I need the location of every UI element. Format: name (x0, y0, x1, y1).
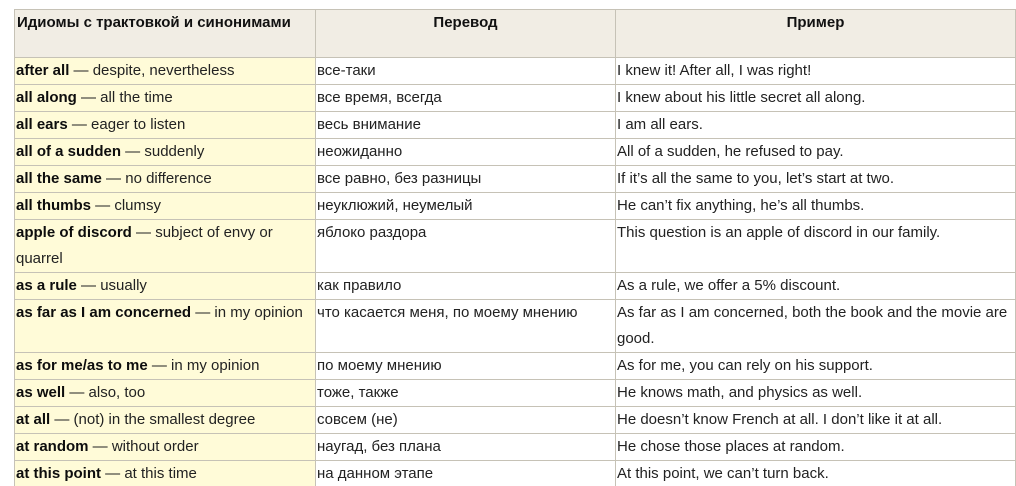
idiom-term: as for me/as to me (16, 357, 148, 374)
idiom-cell (15, 85, 316, 112)
idiom-term: at all (16, 411, 51, 428)
translation-cell: неожиданно (316, 139, 616, 166)
table-row (15, 112, 1016, 139)
example-cell: As for me, you can rely on his support. (616, 353, 1016, 380)
example-cell: He knows math, and physics as well. (616, 380, 1016, 407)
idiom-cell (15, 139, 316, 166)
example-cell: As a rule, we offer a 5% discount. (616, 273, 1016, 300)
idiom-cell (15, 461, 316, 486)
idiom-meaning: — clumsy (91, 197, 162, 214)
idiom-meaning: — usually (76, 277, 147, 294)
translation-cell: совсем (не) (316, 407, 616, 434)
column-header-idioms: Идиомы с трактовкой и синонимами (15, 10, 316, 58)
table-body (15, 58, 1016, 486)
idiom-term: all thumbs (16, 197, 92, 214)
table-row (15, 434, 1016, 461)
translation-cell: тоже, также (316, 380, 616, 407)
idiom-meaning: — all the time (76, 89, 173, 106)
idiom-meaning: — subject of envy or quarrel (16, 224, 273, 267)
idiom-term: as well (16, 384, 66, 401)
table-row (15, 58, 1016, 85)
idiom-term: all the same (16, 170, 102, 187)
translation-cell: по моему мнению (316, 353, 616, 380)
idiom-term: after all (16, 62, 70, 79)
idiom-meaning: — despite, nevertheless (69, 62, 235, 79)
table-row (15, 461, 1016, 486)
translation-cell: что касается меня, по моему мнению (316, 300, 616, 353)
idiom-meaning: — also, too (65, 384, 146, 401)
idiom-term: all of a sudden (16, 143, 122, 160)
translation-cell: все-таки (316, 58, 616, 85)
example-cell: I knew about his little secret all along. (616, 85, 1016, 112)
example-cell: He doesn’t know French at all. I don’t like it at all. (616, 407, 1016, 434)
table-row (15, 300, 1016, 353)
idiom-meaning: — in my opinion (191, 304, 303, 321)
idiom-cell (15, 380, 316, 407)
example-cell: I am all ears. (616, 112, 1016, 139)
column-header-translation: Перевод (316, 10, 616, 58)
idiom-cell (15, 220, 316, 273)
example-cell: If it’s all the same to you, let’s start at two. (616, 166, 1016, 193)
example-cell: I knew it! After all, I was right! (616, 58, 1016, 85)
idiom-cell (15, 193, 316, 220)
table-row (15, 85, 1016, 112)
translation-cell: все время, всегда (316, 85, 616, 112)
table-row (15, 139, 1016, 166)
idiom-meaning: — without order (88, 438, 199, 455)
table-row (15, 166, 1016, 193)
translation-cell: все равно, без разницы (316, 166, 616, 193)
translation-cell: как правило (316, 273, 616, 300)
idiom-cell (15, 166, 316, 193)
idiom-cell (15, 434, 316, 461)
idiom-meaning: — in my opinion (147, 357, 260, 374)
idiom-term: all ears (16, 116, 68, 133)
idiom-cell (15, 353, 316, 380)
table-row (15, 193, 1016, 220)
column-header-example: Пример (616, 10, 1016, 58)
example-cell: All of a sudden, he refused to pay. (616, 139, 1016, 166)
idiom-meaning: — at this time (101, 465, 197, 482)
idiom-cell (15, 273, 316, 300)
table-row (15, 380, 1016, 407)
idiom-term: at random (16, 438, 89, 455)
idiom-meaning: — (not) in the smallest degree (50, 411, 256, 428)
idiom-meaning: — no difference (101, 170, 212, 187)
idiom-meaning: — suddenly (121, 143, 205, 160)
idioms-table (14, 9, 1016, 486)
idiom-cell (15, 300, 316, 353)
example-cell: At this point, we can’t turn back. (616, 461, 1016, 486)
idiom-cell (15, 112, 316, 139)
table-header-row (15, 10, 1016, 58)
translation-cell: наугад, без плана (316, 434, 616, 461)
idiom-cell (15, 407, 316, 434)
idiom-term: at this point (16, 465, 101, 482)
translation-cell: неуклюжий, неумелый (316, 193, 616, 220)
translation-cell: яблоко раздора (316, 220, 616, 273)
table-row (15, 220, 1016, 273)
table-row (15, 407, 1016, 434)
table-row (15, 273, 1016, 300)
example-cell: He can’t fix anything, he’s all thumbs. (616, 193, 1016, 220)
translation-cell: весь внимание (316, 112, 616, 139)
idiom-meaning: — eager to listen (67, 116, 186, 133)
example-cell: As far as I am concerned, both the book and the movie are good. (616, 300, 1016, 353)
idiom-term: all along (16, 89, 77, 106)
table-row (15, 353, 1016, 380)
idiom-term: apple of discord (16, 224, 132, 241)
example-cell: He chose those places at random. (616, 434, 1016, 461)
idiom-cell (15, 58, 316, 85)
example-cell: This question is an apple of discord in our family. (616, 220, 1016, 273)
idiom-term: as a rule (16, 277, 77, 294)
translation-cell: на данном этапе (316, 461, 616, 486)
idiom-term: as far as I am concerned (16, 304, 192, 321)
